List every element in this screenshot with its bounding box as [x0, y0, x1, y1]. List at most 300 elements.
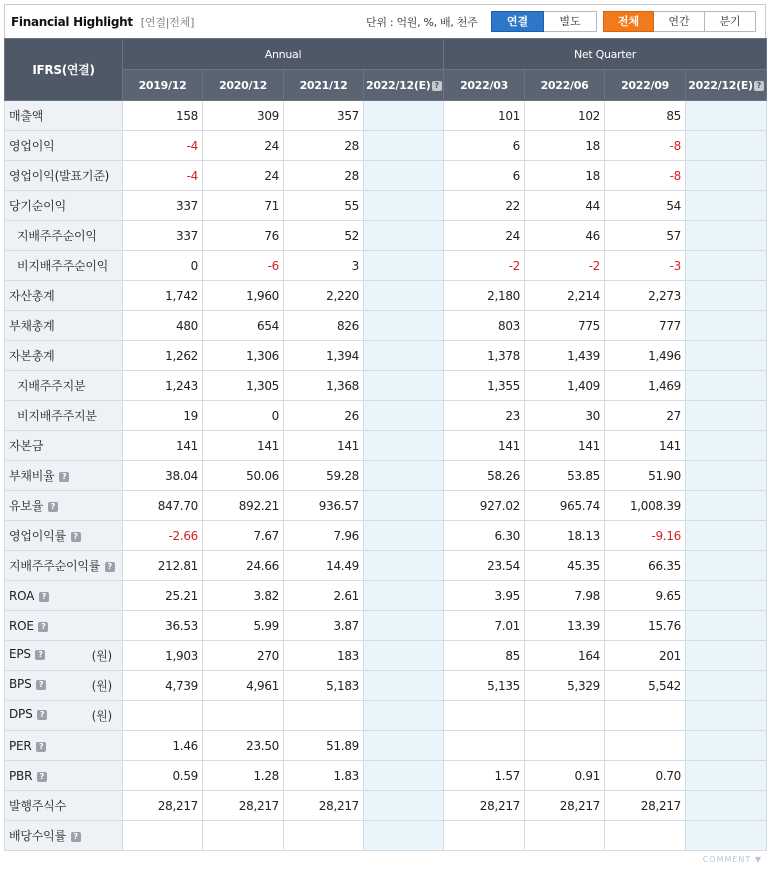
corner-header: IFRS(연결) [5, 39, 123, 101]
row-label: 자산총계 [9, 289, 55, 303]
column-header-label: 2022/09 [621, 78, 669, 92]
row-label-cell [5, 761, 123, 791]
table-cell: 51.89 [284, 731, 364, 761]
table-cell: 23.50 [203, 731, 284, 761]
table-cell: 1,243 [123, 371, 203, 401]
table-cell: 0.70 [605, 761, 686, 791]
table-cell [686, 791, 767, 821]
table-cell: 309 [203, 101, 284, 131]
table-row [5, 401, 767, 431]
table-cell: 5,542 [605, 671, 686, 701]
row-label: 부채비율 [9, 469, 55, 483]
quarter-group-header: Net Quarter [444, 39, 767, 70]
unit-label: 단위 : 억원, %, 배, 천주 [366, 16, 478, 29]
panel-header [4, 4, 766, 38]
table-cell [686, 641, 767, 671]
table-cell: 270 [203, 641, 284, 671]
row-label: 유보율 [9, 499, 44, 513]
row-unit: (원) [91, 679, 112, 693]
table-cell: 23.54 [444, 551, 525, 581]
table-cell: 1,306 [203, 341, 284, 371]
table-cell: 141 [284, 431, 364, 461]
table-row [5, 641, 767, 671]
table-cell: 1,903 [123, 641, 203, 671]
table-cell: 6 [444, 161, 525, 191]
table-cell [525, 821, 605, 851]
row-label-cell [5, 641, 123, 671]
table-cell [686, 701, 767, 731]
table-cell: 28,217 [605, 791, 686, 821]
column-header-label: 2021/12 [299, 78, 348, 92]
table-cell: 28,217 [525, 791, 605, 821]
scope-toggle [491, 11, 597, 32]
table-cell: 19 [123, 401, 203, 431]
table-cell [686, 761, 767, 791]
row-label-cell [5, 821, 123, 851]
row-label-cell [5, 671, 123, 701]
row-label: DPS [9, 707, 33, 721]
table-cell: 1,742 [123, 281, 203, 311]
table-cell: 164 [525, 641, 605, 671]
table-cell [364, 671, 444, 701]
table-cell: 7.01 [444, 611, 525, 641]
table-cell [364, 611, 444, 641]
table-cell: 847.70 [123, 491, 203, 521]
table-cell: 936.57 [284, 491, 364, 521]
period-button-1[interactable]: 연간 [654, 11, 705, 32]
table-cell: 46 [525, 221, 605, 251]
table-cell: 183 [284, 641, 364, 671]
table-cell: 85 [605, 101, 686, 131]
panel-subtitle: [연결|전체] [140, 15, 195, 29]
column-header-2 [284, 70, 364, 101]
row-label-cell [5, 611, 123, 641]
table-cell [686, 581, 767, 611]
table-cell [123, 821, 203, 851]
table-cell [686, 191, 767, 221]
table-cell [364, 761, 444, 791]
annual-group-header: Annual [123, 39, 444, 70]
column-header-label: 2020/12 [219, 78, 267, 92]
table-cell [525, 701, 605, 731]
table-cell [444, 731, 525, 761]
table-cell: 1.28 [203, 761, 284, 791]
table-cell: 927.02 [444, 491, 525, 521]
table-cell [444, 701, 525, 731]
row-label-cell [5, 341, 123, 371]
table-cell: -2 [525, 251, 605, 281]
table-cell: 15.76 [605, 611, 686, 641]
table-cell: 4,739 [123, 671, 203, 701]
row-label-cell [5, 581, 123, 611]
row-label: 부채총계 [9, 319, 55, 333]
period-toggle [603, 11, 756, 32]
table-cell: 23 [444, 401, 525, 431]
row-label: 비지배주주지분 [17, 409, 97, 423]
row-label: 발행주식수 [9, 799, 66, 813]
table-cell [284, 701, 364, 731]
table-cell: 38.04 [123, 461, 203, 491]
estimate-help-icon[interactable]: ? [432, 81, 442, 91]
table-cell: 28,217 [444, 791, 525, 821]
table-cell: 28 [284, 131, 364, 161]
table-cell: 965.74 [525, 491, 605, 521]
table-cell [364, 461, 444, 491]
table-cell: 1.46 [123, 731, 203, 761]
row-label: ROE [9, 618, 34, 633]
table-row [5, 131, 767, 161]
table-cell: 14.49 [284, 551, 364, 581]
table-cell [686, 371, 767, 401]
table-cell: 7.67 [203, 521, 284, 551]
table-cell [686, 611, 767, 641]
table-cell [364, 251, 444, 281]
row-label-cell [5, 311, 123, 341]
table-row [5, 431, 767, 461]
table-cell: 5,329 [525, 671, 605, 701]
table-cell: 24 [444, 221, 525, 251]
row-label-cell [5, 431, 123, 461]
table-cell [364, 791, 444, 821]
table-cell: 1.83 [284, 761, 364, 791]
table-cell: 52 [284, 221, 364, 251]
column-header-7 [686, 70, 767, 101]
table-cell [686, 521, 767, 551]
table-row [5, 251, 767, 281]
row-label-cell [5, 461, 123, 491]
table-cell [364, 521, 444, 551]
table-row [5, 521, 767, 551]
table-row [5, 581, 767, 611]
row-label-cell [5, 371, 123, 401]
table-cell: 7.98 [525, 581, 605, 611]
table-row [5, 761, 767, 791]
column-header-label: 2022/06 [540, 78, 589, 92]
column-header-1 [203, 70, 284, 101]
row-label: 비지배주주순이익 [17, 259, 109, 273]
table-cell: 3.95 [444, 581, 525, 611]
table-cell: 18 [525, 161, 605, 191]
table-cell: 0.59 [123, 761, 203, 791]
table-cell: 44 [525, 191, 605, 221]
table-cell: 1,394 [284, 341, 364, 371]
table-cell [686, 131, 767, 161]
table-cell: 66.35 [605, 551, 686, 581]
row-label-cell [5, 101, 123, 131]
table-cell: 3 [284, 251, 364, 281]
table-cell: 50.06 [203, 461, 284, 491]
question-mark-icon[interactable]: ? [35, 650, 45, 660]
table-cell: 0 [123, 251, 203, 281]
table-cell [364, 641, 444, 671]
table-cell: 201 [605, 641, 686, 671]
table-cell: 5,135 [444, 671, 525, 701]
table-cell: 9.65 [605, 581, 686, 611]
column-header-label: 2022/03 [460, 78, 508, 92]
table-cell: 30 [525, 401, 605, 431]
table-cell: 1,496 [605, 341, 686, 371]
table-cell: 775 [525, 311, 605, 341]
table-cell: -2.66 [123, 521, 203, 551]
table-cell: 27 [605, 401, 686, 431]
table-cell: 59.28 [284, 461, 364, 491]
table-cell: 71 [203, 191, 284, 221]
table-cell: 480 [123, 311, 203, 341]
table-cell [364, 341, 444, 371]
question-mark-icon[interactable]: ? [59, 472, 69, 482]
table-cell: 1,355 [444, 371, 525, 401]
row-label-cell [5, 521, 123, 551]
period-button-0[interactable]: 전체 [603, 11, 654, 32]
table-cell: 24 [203, 131, 284, 161]
table-cell: 1,378 [444, 341, 525, 371]
table-cell [364, 731, 444, 761]
table-cell: 13.39 [525, 611, 605, 641]
table-cell [364, 131, 444, 161]
table-cell: 28,217 [284, 791, 364, 821]
table-cell: 337 [123, 221, 203, 251]
table-cell: 212.81 [123, 551, 203, 581]
table-cell: 58.26 [444, 461, 525, 491]
table-row [5, 161, 767, 191]
row-label: PER [9, 738, 32, 753]
table-cell: 76 [203, 221, 284, 251]
row-label-cell [5, 221, 123, 251]
question-mark-icon[interactable]: ? [71, 532, 81, 542]
table-row [5, 821, 767, 851]
table-cell [364, 221, 444, 251]
column-header-4 [444, 70, 525, 101]
question-mark-icon[interactable]: ? [105, 562, 115, 572]
table-cell [364, 311, 444, 341]
table-cell [364, 581, 444, 611]
table-cell: 1,960 [203, 281, 284, 311]
table-cell: 51.90 [605, 461, 686, 491]
row-label-cell [5, 491, 123, 521]
table-cell: 101 [444, 101, 525, 131]
table-cell [364, 281, 444, 311]
row-label: 매출액 [9, 109, 44, 123]
table-row [5, 611, 767, 641]
table-cell: 1.57 [444, 761, 525, 791]
question-mark-icon[interactable]: ? [71, 832, 81, 842]
table-cell: 24.66 [203, 551, 284, 581]
table-cell [203, 701, 284, 731]
table-cell [686, 431, 767, 461]
table-cell: 158 [123, 101, 203, 131]
table-cell: 1,262 [123, 341, 203, 371]
row-label: 영업이익(발표기준) [9, 169, 110, 183]
table-cell: 826 [284, 311, 364, 341]
table-cell: 85 [444, 641, 525, 671]
column-header-5 [525, 70, 605, 101]
table-cell: 141 [203, 431, 284, 461]
table-cell: 803 [444, 311, 525, 341]
table-cell [686, 101, 767, 131]
table-cell [686, 821, 767, 851]
table-cell: 26 [284, 401, 364, 431]
table-cell: 141 [444, 431, 525, 461]
scope-button-0[interactable]: 연결 [491, 11, 544, 32]
table-cell [686, 311, 767, 341]
row-label: BPS [9, 677, 32, 691]
table-cell [364, 491, 444, 521]
question-mark-icon[interactable]: ? [37, 710, 47, 720]
row-label: 배당수익률 [9, 829, 66, 843]
table-cell: 3.87 [284, 611, 364, 641]
table-cell: 18.13 [525, 521, 605, 551]
table-cell: 892.21 [203, 491, 284, 521]
table-cell [605, 701, 686, 731]
table-row [5, 671, 767, 701]
table-cell: 36.53 [123, 611, 203, 641]
table-cell: 141 [605, 431, 686, 461]
table-cell: 0.91 [525, 761, 605, 791]
question-mark-icon[interactable]: ? [48, 502, 58, 512]
row-label: 영업이익 [9, 139, 55, 153]
row-label-cell [5, 791, 123, 821]
table-row [5, 371, 767, 401]
table-cell: 28 [284, 161, 364, 191]
table-cell: -6 [203, 251, 284, 281]
table-cell: 28,217 [203, 791, 284, 821]
row-label: 영업이익률 [9, 529, 66, 543]
row-label-cell [5, 701, 123, 731]
table-cell: 54 [605, 191, 686, 221]
row-label-cell [5, 161, 123, 191]
table-cell [525, 731, 605, 761]
column-header-6 [605, 70, 686, 101]
column-header-label: 2022/12(E) [366, 78, 431, 92]
table-cell: 6.30 [444, 521, 525, 551]
table-cell [364, 431, 444, 461]
row-label: 자본총계 [9, 349, 55, 363]
table-cell [364, 101, 444, 131]
table-cell: 654 [203, 311, 284, 341]
question-mark-icon[interactable]: ? [38, 622, 48, 632]
table-row [5, 101, 767, 131]
table-cell [284, 821, 364, 851]
table-cell: 1,409 [525, 371, 605, 401]
period-button-2[interactable]: 분기 [705, 11, 756, 32]
table-cell: 2,220 [284, 281, 364, 311]
table-row [5, 701, 767, 731]
table-cell [686, 281, 767, 311]
table-cell: -4 [123, 161, 203, 191]
table-row [5, 491, 767, 521]
column-header-label: 2019/12 [138, 78, 187, 92]
table-cell [364, 401, 444, 431]
table-cell [686, 401, 767, 431]
table-cell: 2,273 [605, 281, 686, 311]
table-cell [686, 491, 767, 521]
table-cell: 1,368 [284, 371, 364, 401]
table-cell [123, 701, 203, 731]
table-cell: 18 [525, 131, 605, 161]
table-cell: 1,439 [525, 341, 605, 371]
row-label: 지배주주순이익률 [9, 559, 101, 573]
table-cell: -8 [605, 161, 686, 191]
table-cell: -9.16 [605, 521, 686, 551]
comment-toggle[interactable]: COMMENT ▼ [702, 855, 762, 864]
row-label: 지배주주지분 [17, 379, 86, 393]
row-label-cell [5, 281, 123, 311]
question-mark-icon[interactable]: ? [36, 680, 46, 690]
table-cell [686, 461, 767, 491]
table-row [5, 311, 767, 341]
table-cell: 57 [605, 221, 686, 251]
scope-button-1[interactable]: 별도 [544, 11, 597, 32]
table-cell [605, 821, 686, 851]
table-row [5, 791, 767, 821]
table-cell: 0 [203, 401, 284, 431]
row-unit: (원) [91, 649, 112, 663]
table-cell [686, 251, 767, 281]
row-label-cell [5, 191, 123, 221]
table-cell: 141 [525, 431, 605, 461]
table-cell: 5,183 [284, 671, 364, 701]
question-mark-icon[interactable]: ? [36, 742, 46, 752]
table-cell: 141 [123, 431, 203, 461]
row-unit: (원) [91, 709, 112, 723]
table-cell: -3 [605, 251, 686, 281]
table-cell: 6 [444, 131, 525, 161]
row-label-cell [5, 401, 123, 431]
row-label: 당기순이익 [9, 199, 66, 213]
row-label: ROA [9, 588, 35, 603]
table-cell [364, 551, 444, 581]
table-cell: 1,008.39 [605, 491, 686, 521]
table-cell: 24 [203, 161, 284, 191]
estimate-help-icon[interactable]: ? [754, 81, 764, 91]
row-label-cell [5, 731, 123, 761]
table-cell [686, 731, 767, 761]
table-cell: 5.99 [203, 611, 284, 641]
table-cell: 55 [284, 191, 364, 221]
table-cell [686, 161, 767, 191]
column-header-3 [364, 70, 444, 101]
table-row [5, 191, 767, 221]
table-row [5, 731, 767, 761]
table-cell [605, 731, 686, 761]
table-cell: 7.96 [284, 521, 364, 551]
table-cell: 1,469 [605, 371, 686, 401]
table-row [5, 221, 767, 251]
table-cell: 337 [123, 191, 203, 221]
table-cell: 3.82 [203, 581, 284, 611]
question-mark-icon[interactable]: ? [37, 772, 47, 782]
row-label: 자본금 [9, 439, 44, 453]
table-cell [686, 341, 767, 371]
table-cell: 2,214 [525, 281, 605, 311]
table-cell [686, 221, 767, 251]
question-mark-icon[interactable]: ? [39, 592, 49, 602]
table-cell: 4,961 [203, 671, 284, 701]
table-body [5, 101, 767, 851]
panel-title: Financial Highlight [11, 14, 133, 29]
table-cell: 53.85 [525, 461, 605, 491]
table-cell [364, 191, 444, 221]
row-label-cell [5, 131, 123, 161]
table-row [5, 461, 767, 491]
table-cell [364, 821, 444, 851]
column-header-label: 2022/12(E) [688, 78, 753, 92]
row-label: PBR [9, 768, 33, 783]
table-cell: 45.35 [525, 551, 605, 581]
row-label: EPS [9, 647, 31, 661]
table-cell [686, 551, 767, 581]
table-row [5, 281, 767, 311]
